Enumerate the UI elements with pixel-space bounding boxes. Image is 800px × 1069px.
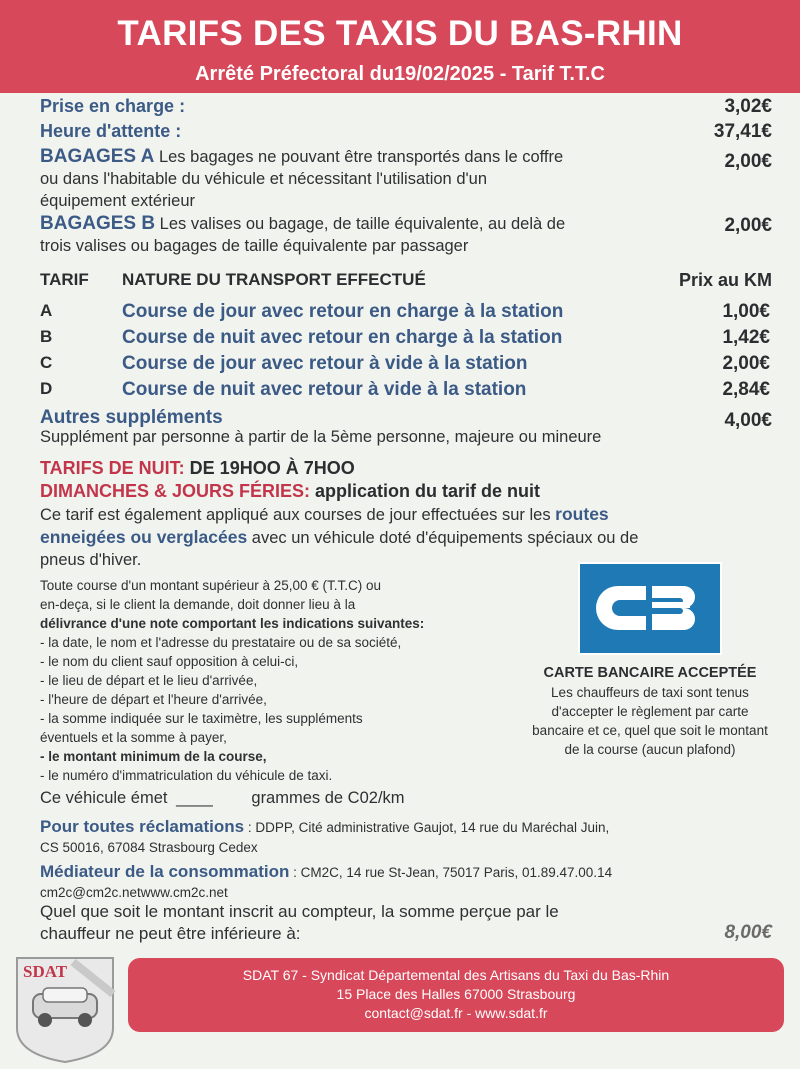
- note-line: délivrance d'une note comportant les indications suivantes:: [40, 616, 425, 631]
- card-title: CARTE BANCAIRE ACCEPTÉE: [543, 665, 757, 681]
- co2-text-b: grammes de C02/km: [251, 789, 405, 807]
- night-detail-3: pneus d'hiver.: [40, 551, 142, 569]
- note-line: - le numéro d'immatriculation du véhicule de taxi.: [40, 768, 333, 783]
- table-row: [40, 353, 770, 377]
- night-line: [40, 458, 355, 479]
- footer-line-3: contact@sdat.fr - www.sdat.fr: [364, 1005, 548, 1021]
- row-letter: B: [40, 327, 53, 346]
- night-detail-1b: routes: [555, 504, 609, 524]
- note-line: - la date, le nom et l'adresse du prestataire ou de sa société,: [40, 635, 402, 650]
- attente-value: 37,41€: [713, 121, 772, 142]
- mediator-block: [40, 862, 780, 903]
- mediator-label: Médiateur de la consommation: [40, 862, 290, 881]
- supplements-value: 4,00€: [724, 410, 772, 431]
- row-value: 2,00€: [722, 353, 770, 374]
- card-line: de la course (aucun plafond): [564, 742, 736, 757]
- col-nature: NATURE DU TRANSPORT EFFECTUÉ: [122, 270, 426, 289]
- supplements-text: Supplément par personne à partir de la 5ème personne, majeure ou mineure: [40, 428, 602, 446]
- card-line: d'accepter le règlement par carte: [551, 704, 749, 719]
- co2-text-a: Ce véhicule émet: [40, 789, 168, 807]
- note-line: en-deça, si le client la demande, doit donner lieu à la: [40, 597, 356, 612]
- night-label: TARIFS DE NUIT:: [40, 458, 185, 478]
- cb-logo-icon: [580, 564, 720, 653]
- table-row: [40, 327, 770, 351]
- page-subtitle: Arrêté Préfectoral du19/02/2025 - Tarif T.T.C: [195, 63, 605, 85]
- row-letter: A: [40, 301, 53, 320]
- page-title: TARIFS DES TAXIS DU BAS-RHIN: [117, 14, 683, 53]
- row-value: 1,00€: [722, 301, 770, 322]
- sunday-line: [40, 481, 540, 502]
- note-line: Toute course d'un montant supérieur à 25,00 € (T.T.C) ou: [40, 578, 382, 593]
- night-detail-1a: Ce tarif est également appliqué aux courses de jour effectuées sur les: [40, 506, 556, 524]
- bagages-a-text: Les bagages ne pouvant être transportés dans le coffre: [154, 148, 564, 166]
- cb-card-logo: [578, 562, 722, 655]
- row-desc: Course de nuit avec retour à vide à la station: [122, 379, 527, 400]
- night-hours: DE 19HOO À 7HOO: [184, 458, 355, 478]
- mediator-text: : CM2C, 14 rue St-Jean, 75017 Paris, 01.89.47.00.14: [289, 865, 613, 880]
- claims-label: Pour toutes réclamations: [40, 817, 245, 836]
- sdat-badge: [13, 954, 117, 1064]
- claims-text2: CS 50016, 67084 Strasbourg Cedex: [40, 840, 258, 855]
- note-line: - la somme indiquée sur le taximètre, les suppléments: [40, 711, 363, 726]
- note-line: - le montant minimum de la course,: [40, 749, 267, 764]
- table-row: [40, 379, 770, 403]
- prise-value: 3,02€: [724, 96, 772, 117]
- mediator-email: cm2c@cm2c.netwww.cm2c.net: [40, 885, 228, 900]
- attente-label: Heure d'attente :: [40, 121, 182, 141]
- bagages-b-text2: trois valises ou bagages de taille équivalente par passager: [40, 237, 469, 255]
- col-tarif: TARIF: [40, 270, 89, 289]
- night-detail-2b: avec un véhicule doté d'équipements spéciaux ou de: [247, 529, 639, 547]
- col-prix: Prix au KM: [678, 270, 772, 290]
- bagages-b-value: 2,00€: [724, 215, 772, 236]
- table-row: [40, 301, 770, 325]
- note-line: - l'heure de départ et l'heure d'arrivée,: [40, 692, 267, 707]
- row-letter: D: [40, 379, 53, 398]
- card-line: bancaire et ce, quel que soit le montant: [532, 723, 768, 738]
- minimum-block: [40, 901, 700, 945]
- row-letter: C: [40, 353, 53, 372]
- row-desc: Course de jour avec retour à vide à la station: [122, 353, 528, 374]
- supplements-title: Autres suppléments: [40, 407, 223, 428]
- row-desc: Course de nuit avec retour en charge à la station: [122, 327, 563, 348]
- footer-line-1: SDAT 67 - Syndicat Départemental des Artisans du Taxi du Bas-Rhin: [242, 967, 670, 983]
- row-desc: Course de jour avec retour en charge à la station: [122, 301, 564, 322]
- bagages-a-block: [40, 146, 700, 212]
- header-banner: [0, 0, 800, 93]
- row-value: 2,84€: [722, 379, 770, 400]
- bagages-b-block: [40, 213, 700, 257]
- minimum-value: 8,00€: [724, 922, 772, 943]
- co2-blank: ____: [176, 789, 213, 807]
- bagages-a-title: BAGAGES A: [40, 146, 155, 167]
- bagages-a-value: 2,00€: [724, 151, 772, 172]
- note-block: [40, 576, 520, 785]
- minimum-line-1: Quel que soit le montant inscrit au compteur, la somme perçue par le: [40, 902, 559, 921]
- night-detail: [40, 503, 780, 571]
- row-value: 1,42€: [722, 327, 770, 348]
- note-line: - le lieu de départ et le lieu d'arrivée,: [40, 673, 258, 688]
- bagages-b-title: BAGAGES B: [40, 213, 156, 234]
- card-line: Les chauffeurs de taxi sont tenus: [551, 685, 749, 700]
- bagages-a-text3: équipement extérieur: [40, 192, 196, 210]
- footer-banner: [128, 958, 784, 1032]
- co2-line: [40, 789, 405, 808]
- footer-line-2: 15 Place des Halles 67000 Strasbourg: [336, 986, 576, 1002]
- sdat-badge-label: SDAT: [23, 962, 68, 981]
- bagages-b-text: Les valises ou bagage, de taille équivalente, au delà de: [155, 215, 566, 233]
- claims-text: : DDPP, Cité administrative Gaujot, 14 rue du Maréchal Juin,: [244, 820, 610, 835]
- night-detail-2a: enneigées ou verglacées: [40, 527, 248, 547]
- prise-label: Prise en charge :: [40, 96, 186, 116]
- card-info: [505, 665, 795, 759]
- bagages-a-text2: ou dans l'habitable du véhicule et nécessitant l'utilisation d'un: [40, 170, 487, 188]
- cb-logo-text: [720, 564, 721, 565]
- note-line: éventuels et la somme à payer,: [40, 730, 227, 745]
- sunday-text: application du tarif de nuit: [310, 481, 541, 501]
- claims-block: [40, 817, 780, 858]
- note-line: - le nom du client sauf opposition à celui-ci,: [40, 654, 299, 669]
- sunday-label: DIMANCHES & JOURS FÉRIES:: [40, 481, 311, 501]
- minimum-line-2: chauffeur ne peut être inférieure à:: [40, 924, 301, 943]
